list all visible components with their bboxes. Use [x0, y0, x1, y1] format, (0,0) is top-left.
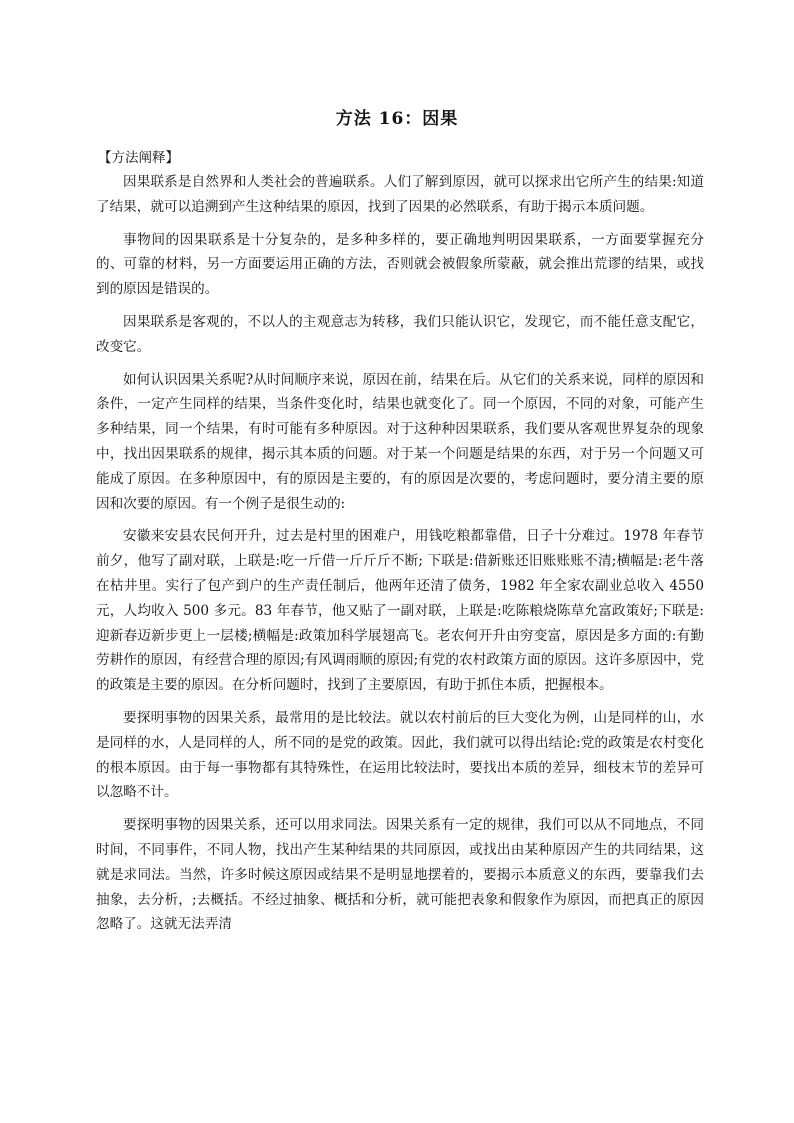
section-label: 【方法阐释】	[98, 150, 179, 166]
paragraph: 要探明事物的因果关系，还可以用求同法。因果关系有一定的规律，我们可以从不同地点，不同时间，不同事件，不同人物，找出产生某种结果的共同原因，或找出由某种原因产生的共同结果，这就是求同法。当然，许多时候这原因或结果不是明显地摆着的，要揭示本质意义的东西，要靠我们去抽象，去分析，;去概括。不经过抽象、概括和分析，就可能把表象和假象作为原因，而把真正的原因忽略了。这就无法弄清	[96, 817, 704, 933]
paragraph: 事物间的因果联系是十分复杂的，是多种多样的，要正确地判明因果联系，一方面要掌握充分的、可靠的材料，另一方面要运用正确的方法，否则就会被假象所蒙蔽，就会推出荒谬的结果，或找到的原因是错误的。	[96, 231, 704, 298]
paragraph: 因果联系是客观的，不以人的主观意志为转移，我们只能认识它，发现它，而不能任意支配它，改变它。	[96, 313, 704, 355]
page-title: 方法 16：因果	[335, 109, 459, 129]
paragraph: 因果联系是自然界和人类社会的普遍联系。人们了解到原因，就可以探求出它所产生的结果:知道了结果，就可以追溯到产生这种结果的原因，找到了因果的必然联系，有助于揭示本质问题。	[96, 174, 704, 215]
paragraph: 安徽来安县农民何开升，过去是村里的困难户，用钱吃粮都靠借，日子十分难过。1978 年春节前夕，他写了副对联，上联是:吃一斤借一斤斤斤不断; 下联是:借新账还旧账账账不清;横幅是:老牛落在枯井里。实行了包产到户的生产责任制后，他两年还清了债务，1982 年全家农副业总收入 4550 元，人均收入 500 多元。83 年春节，他又贴了一副对联，上联是:吃陈粮烧陈草允富政策好;下联是:迎新春迈新步更上一层楼;横幅是:政策加科学展翅高飞。老农何开升由穷变富，原因是多方面的:有勤劳耕作的原因，有经营合理的原因;有风调雨顺的原因;有党的农村政策方面的原因。这许多原因中，党的政策是主要的原因。在分析问题时，找到了主要原因，有助于抓住本质，把握根本。	[96, 528, 704, 694]
paragraph: 如何认识因果关系呢?从时间顺序来说，原因在前，结果在后。从它们的关系来说，同样的原因和条件，一定产生同样的结果，当条件变化时，结果也就变化了。同一个原因，不同的对象，可能产生多种结果，同一个结果，有时可能有多种原因。对于这种种因果联系，我们要从客观世界复杂的现象中，找出因果联系的规律，揭示其本质的问题。对于某一个问题是结果的东西，对于另一个问题又可能成了原因。在多种原因中，有的原因是主要的，有的原因是次要的，考虑问题时，要分清主要的原因和次要的原因。有一个例子是很生动的:	[96, 371, 704, 512]
body-text	[96, 170, 704, 945]
paragraph: 要探明事物的因果关系，最常用的是比较法。就以农村前后的巨大变化为例，山是同样的山，水是同样的水，人是同样的人，所不同的是党的政策。因此，我们就可以得出结论:党的政策是农村变化的根本原因。由于每一事物都有其特殊性，在运用比较法时，要找出本质的差异，细枝末节的差异可以忽略不计。	[96, 709, 704, 801]
